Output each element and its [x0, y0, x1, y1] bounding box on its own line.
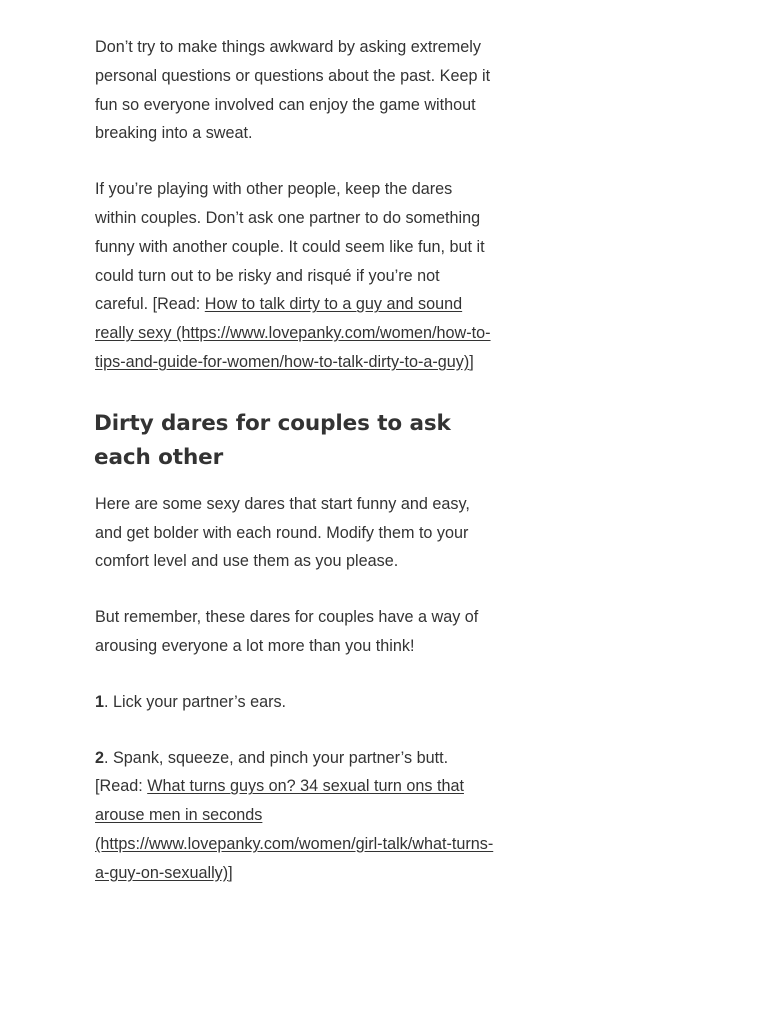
- list-item-2: [95, 744, 495, 888]
- item-number: 2: [95, 748, 105, 767]
- paragraph-keep-within-couples: [95, 175, 495, 377]
- section-heading: Dirty dares for couples to ask each other: [94, 410, 451, 470]
- item-text: . Lick your partner’s ears.: [104, 692, 287, 711]
- read-link-turn-ons[interactable]: What turns guys on? 34 sexual turn ons that arouse men in seconds (https://www.lovepanky.com/women/girl-talk/what-turns-a-guy-on-sexually): [95, 777, 494, 882]
- article-body: [95, 33, 495, 915]
- read-link-talk-dirty[interactable]: How to talk dirty to a guy and sound really sexy (https://www.lovepanky.com/women/how-to-tips-and-guide-for-women/how-to-talk-dirty-to-a-guy): [95, 295, 491, 371]
- bracket-close: ]: [228, 863, 233, 882]
- paragraph-remember: But remember, these dares for couples have a way of arousing everyone a lot more than you think!: [95, 608, 479, 655]
- item-number: 1: [95, 692, 105, 711]
- paragraph-awkward-questions: Don’t try to make things awkward by asking extremely personal questions or questions about the past. Keep it fun so everyone involved can enjoy the game without breaking into a sweat.: [95, 38, 491, 143]
- bracket-close: ]: [469, 352, 474, 371]
- paragraph-text: If you’re playing with other people, keep the dares within couples. Don’t ask one partner to do something funny with another couple. It could seem like fun, but it could turn out to be risky and risqué if you’re not careful. [Read:: [95, 180, 485, 314]
- item-text: . Spank, squeeze, and pinch your partner’s butt. [Read:: [95, 748, 449, 796]
- list-item-1: [95, 688, 495, 717]
- paragraph-intro-dares: Here are some sexy dares that start funny and easy, and get bolder with each round. Modify them to your comfort level and use them as you please.: [95, 494, 470, 571]
